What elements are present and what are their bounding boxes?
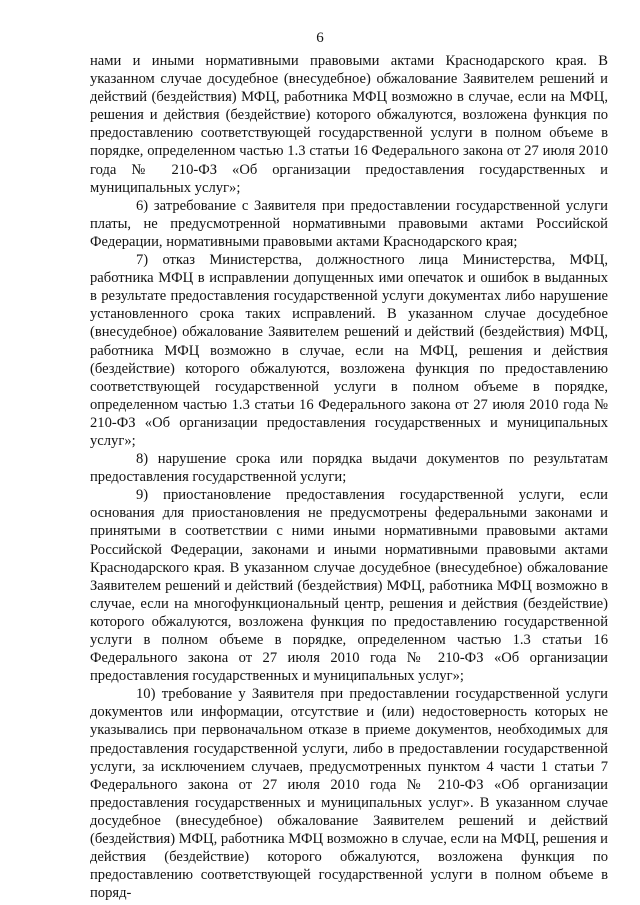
- document-body: [90, 52, 608, 902]
- page-number: 6: [316, 30, 324, 46]
- paragraph: 6) затребование с Заявителя при предоставлении государственной услуги платы, не предусмотренной нормативными правовыми актами Российской Федерации, нормативными правовыми актами Краснодарского края;: [90, 197, 608, 250]
- paragraph: 9) приостановление предоставления государственной услуги, если основания для приостановления не предусмотрены федеральными законами и принятыми в соответствии с ними иными нормативными правовыми актами Российской Федерации, законами и иными нормативными правовыми актами Краснодарского края. В указанном случае досудебное (внесудебное) обжалование Заявителем решений и действий (бездействия) МФЦ, работника МФЦ возможно в случае, если на многофункциональный центр, решения и действия (бездействие) которого обжалуются, возложена функция по предоставлению государственной услуги в полном объеме в порядке, определенном частью 1.3 статьи 16 Федерального закона от 27 июля 2010 года № 210-ФЗ «Об организации предоставления государственных и муниципальных услуг»;: [90, 487, 608, 685]
- paragraph: 10) требование у Заявителя при предоставлении государственной услуги документов или информации, отсутствие и (или) недостоверность которых не указывались при первоначальном отказе в приеме документов, необходимых для предоставления государственной услуги, либо в предоставлении государственной услуги, за исключением случаев, предусмотренных пунктом 4 части 1 статьи 7 Федерального закона от 27 июля 2010 года № 210-ФЗ «Об организации предоставления государственных и муниципальных услуг». В указанном случае досудебное (внесудебное) обжалование Заявителем решений и действий (бездействия) МФЦ, работника МФЦ возможно в случае, если на МФЦ, решения и действия (бездействие) которого обжалуются, возложена функция по предоставлению соответствующей государственной услуги в полном объеме в поряд-: [90, 686, 608, 902]
- paragraph: нами и иными нормативными правовыми актами Краснодарского края. В указанном случае досудебное (внесудебное) обжалование Заявителем решений и действий (бездействия) МФЦ, работника МФЦ возможно в случае, если на МФЦ, решения и действия (бездействие) которого обжалуются, возложена функция по предоставлению соответствующей государственной услуги в полном объеме в порядке, определенном частью 1.3 статьи 16 Федерального закона от 27 июля 2010 года № 210-ФЗ «Об организации предоставления государственных и муниципальных услуг»;: [90, 53, 608, 196]
- paragraph: 7) отказ Министерства, должностного лица Министерства, МФЦ, работника МФЦ в исправлении допущенных ими опечаток и ошибок в выданных в результате предоставления государственной услуги документах либо нарушение установленного срока таких исправлений. В указанном случае досудебное (внесудебное) обжалование Заявителем решений и действий (бездействия) МФЦ, работника МФЦ возможно в случае, если на МФЦ, решения и действия (бездействие) которого обжалуются, возложена функция по предоставлению соответствующей государственной услуги в полном объеме в порядке, определенном частью 1.3 статьи 16 Федерального закона от 27 июля 2010 года № 210-ФЗ «Об организации предоставления государственных и муниципальных услуг»;: [90, 252, 608, 449]
- paragraph: 8) нарушение срока или порядка выдачи документов по результатам предоставления государственной услуги;: [90, 451, 608, 486]
